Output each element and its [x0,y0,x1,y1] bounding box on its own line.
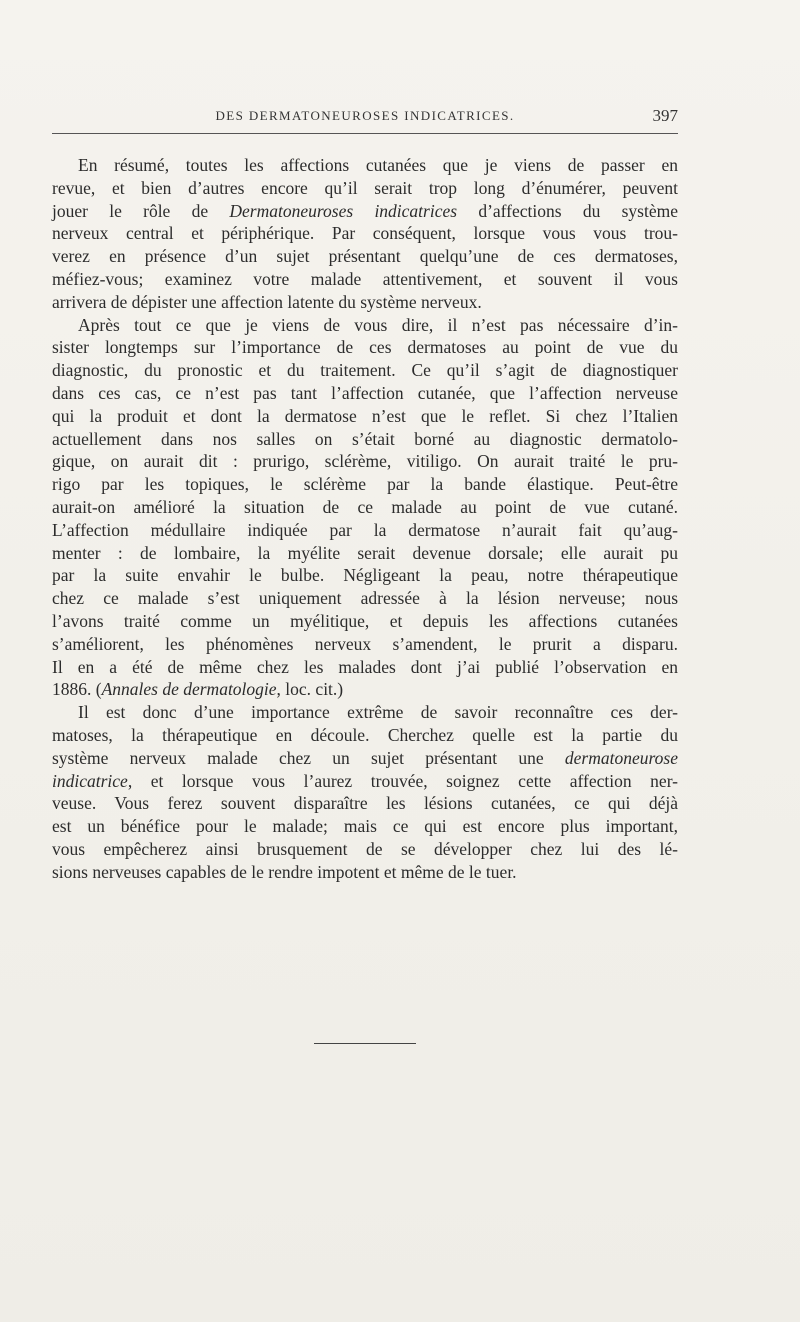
text-line: actuellement dans nos salles on s’était borné au diagnostic dermatolo- [52,428,678,449]
running-title: DES DERMATONEUROSES INDICATRICES. [215,108,515,123]
paragraph [52,701,678,883]
text-line: veuse. Vous ferez souvent disparaître les lésions cutanées, ce qui déjà [52,793,678,814]
text-segment: , loc. cit.) [276,679,344,700]
text-line: L’affection médullaire indiquée par la dermatose n’aurait fait qu’aug- [52,519,678,540]
text-line: aurait-on amélioré la situation de ce malade au point de vue cutané. [52,496,678,517]
header-divider [52,133,678,134]
section-end-rule [314,1043,416,1044]
text-line: vous empêcherez ainsi brusquement de se développer chez lui des lé- [52,838,678,859]
page-number: 397 [652,106,678,125]
body-text [52,154,678,884]
text-line: rigo par les topiques, le sclérème par la bande élastique. Peut-être [52,474,678,495]
text-line: menter : de lombaire, la myélite serait devenue dorsale; elle aurait pu [52,542,678,563]
text-line: dans ces cas, ce n’est pas tant l’affection cutanée, que l’affection nerveuse [52,382,678,403]
text-line: méfiez-vous; examinez votre malade attentivement, et souvent il vous [52,268,678,289]
text-line: nerveux central et périphérique. Par conséquent, lorsque vous vous trou- [52,223,678,244]
text-segment: d’affections du système [457,200,678,221]
text-segment: système nerveux malade chez un sujet présentant une [52,747,565,768]
text-segment: 1886. ( [52,679,102,700]
text-line: sister longtemps sur l’importance de ces dermatoses au point de vue du [52,337,678,358]
text-line: qui la produit et dont la dermatose n’est que le reflet. Si chez l’Italien [52,405,678,426]
text-line [52,747,678,770]
text-line [52,770,678,793]
text-line: s’améliorent, les phénomènes nerveux s’amendent, le prurit a disparu. [52,633,678,654]
text-line: l’avons traité comme un myélitique, et depuis les affections cutanées [52,610,678,631]
text-line: Il en a été de même chez les malades dont j’ai publié l’observation en [52,656,678,677]
text-line: par la suite envahir le bulbe. Négligeant la peau, notre thérapeutique [52,565,678,586]
text-line [52,678,678,701]
text-line: revue, et bien d’autres encore qu’il serait trop long d’énumérer, peuvent [52,177,678,198]
text-line: sions nerveuses capables de le rendre impotent et même de le tuer. [52,861,517,882]
text-line: diagnostic, du pronostic et du traitement. Ce qu’il s’agit de diagnostiquer [52,360,678,381]
text-segment: jouer le rôle de [52,200,230,221]
paragraph [52,154,678,314]
text-line [52,200,678,223]
text-line: En résumé, toutes les affections cutanées que je viens de passer en [78,155,678,175]
text-line: matoses, la thérapeutique en découle. Cherchez quelle est la partie du [52,724,678,745]
italic-text: Dermatoneuroses indicatrices [229,200,458,221]
italic-text: indicatrice [52,770,128,791]
text-line: verez en présence d’un sujet présentant quelqu’une de ces dermatoses, [52,246,678,267]
text-line: gique, on aurait dit : prurigo, sclérème, vitiligo. On aurait traité le pru- [52,451,678,472]
text-line: Il est donc d’une importance extrême de savoir reconnaître ces der- [78,702,678,723]
text-line: chez ce malade s’est uniquement adressée à la lésion nerveuse; nous [52,588,678,609]
italic-text: Annales de dermatologie [101,679,277,700]
text-line: Après tout ce que je viens de vous dire, il n’est pas nécessaire d’in- [78,314,678,335]
paragraph [52,314,678,702]
text-segment: , et lorsque vous l’aurez trouvée, soignez cette affection ner- [127,770,678,791]
page-header [52,106,678,128]
italic-text: dermatoneurose [564,747,678,768]
text-line: est un bénéfice pour le malade; mais ce qui est encore plus important, [52,816,678,837]
text-line: arrivera de dépister une affection latente du système nerveux. [52,291,482,312]
